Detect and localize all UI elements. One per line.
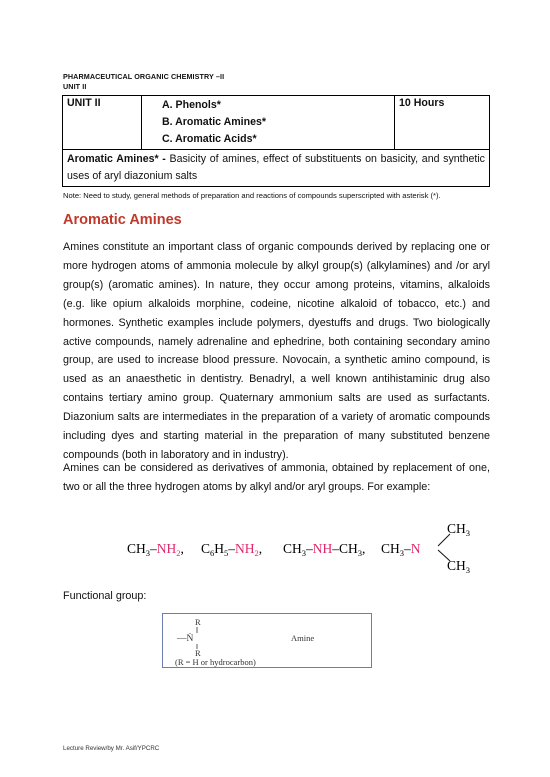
paragraph-derivatives: Amines can be considered as derivatives of ammonia, obtained by replacement of one, two or all the three hydrogen atoms by alkyl and/or aryl groups. For example: — [63, 462, 490, 493]
r-group-top: R — [195, 617, 201, 627]
note: Note: Need to study, general methods of preparation and reactions of compounds superscripted with asterisk (*). — [63, 191, 441, 200]
formula-methylamine: $CH_3-NH_2$, — [127, 541, 184, 558]
description-cell — [63, 150, 490, 187]
unit-label: UNIT II — [63, 82, 87, 91]
formula-dimethylamine: $CH_3-NH-CH_3$, — [283, 541, 366, 558]
formula-trimethylamine: $CH_3-N$ — [381, 541, 421, 558]
hours-cell: 10 Hours — [395, 96, 490, 150]
methyl-top: $CH_3$ — [447, 521, 471, 538]
formula-aniline: $C_6H_5-NH_2$, — [201, 541, 263, 558]
r-group-bottom: R — [195, 648, 201, 658]
paragraph-intro: Amines constitute an important class of organic compounds derived by replacing one or more hydrogen atoms of ammonia molecule by alkyl group(s) (alkylamines) and /or aryl group(s) (aromatic amines). In nature, they occur among proteins, vitamins, alkaloids (e.g. like opium alkaloids morphine, codeine, nicotine alkaloid of tobacco, etc.) and hormones. Synthetic examples include polymers, dyestuffs and drugs. Two biologically active compounds, namely adrenaline and ephedrine, both containing secondary amino group, are used to increase blood pressure. Novocain, a synthetic amino compound, is used as an anaesthetic in dentistry. Benadryl, a well known antihistaminic drug also contains tertiary amino group. Quaternary ammonium salts are used as surfactants. Diazonium salts are intermediates in the preparation of a variety of aromatic compounds including dyes and starting material in the preparation of many substituted benzene compounds (both in laboratory and in industry). — [63, 241, 490, 461]
r-definition: (R = H or hydrocarbon) — [175, 657, 256, 667]
description-text: Basicity of amines, effect of substituents on basicity, and synthetic uses of aryl diazonium salts — [67, 153, 485, 182]
topic-item: A. Phenols* — [162, 99, 221, 111]
methyl-bottom: $CH_3$ — [447, 558, 471, 575]
topics-cell — [142, 96, 395, 150]
amine-examples-formula — [125, 521, 471, 575]
description-bold: Aromatic Amines* - — [67, 153, 166, 165]
course-title: PHARMACEUTICAL ORGANIC CHEMISTRY –II — [63, 72, 225, 81]
unit-table-row — [63, 96, 490, 150]
unit-table-row — [63, 150, 490, 187]
topic-item: B. Aromatic Amines* — [162, 116, 267, 128]
nitrogen-symbol: —Ṅ — [177, 634, 194, 644]
unit-cell: UNIT II — [63, 96, 142, 150]
footer: Lecture Review/by Mr. Asif/YPCRC — [63, 745, 160, 752]
functional-group-figure — [162, 613, 372, 668]
amine-name: Amine — [291, 633, 315, 643]
unit-table — [62, 95, 490, 187]
topic-item: C. Aromatic Acids* — [162, 133, 257, 145]
functional-group-label: Functional group: — [63, 590, 147, 602]
section-title: Aromatic Amines — [63, 212, 182, 228]
